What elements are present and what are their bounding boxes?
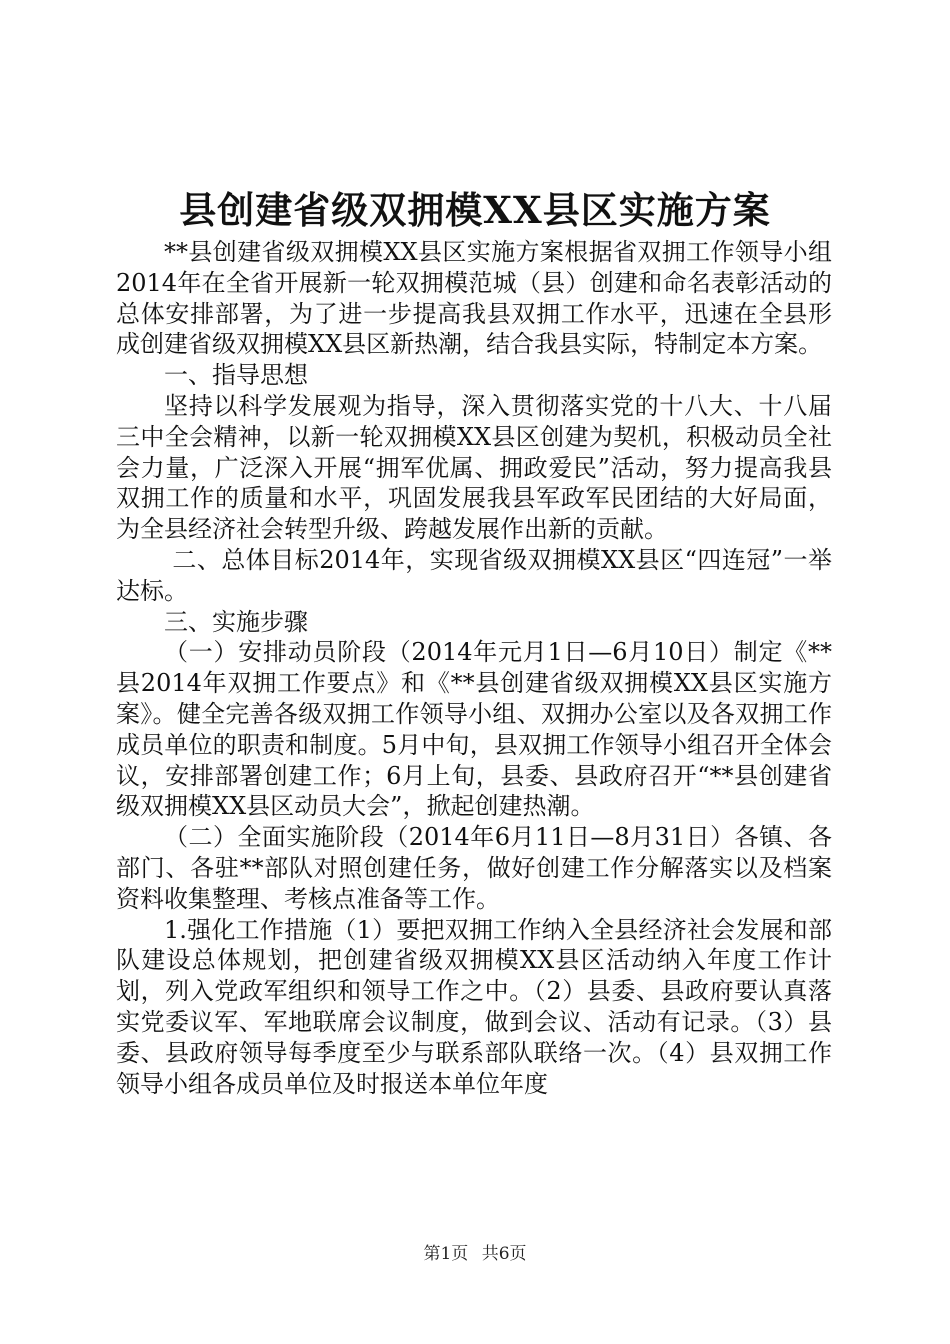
document-body — [116, 237, 832, 1099]
page-total: 共6页 — [481, 1244, 527, 1264]
guiding-thought-paragraph: 坚持以科学发展观为指导，深入贯彻落实党的十八大、十八届三中全会精神，以新一轮双拥模XX县区创建为契机，积极动员全社会力量，广泛深入开展“拥军优属、拥政爱民”活动，努力提高我县双拥工作的质量和水平，巩固发展我县军政军民团结的大好局面，为全县经济社会转型升级、跨越发展作出新的贡献。 — [116, 391, 832, 544]
implementation-stage-paragraph: （二）全面实施阶段（2014年6月11日—8月31日）各镇、各部门、各驻**部队对照创建任务，做好创建工作分解落实以及档案资料收集整理、考核点准备等工作。 — [116, 823, 832, 913]
document-title: 县创建省级双拥模XX县区实施方案 — [179, 188, 771, 232]
work-measures-paragraph: 1.强化工作措施（1）要把双拥工作纳入全县经济社会发展和部队建设总体规划，把创建省级双拥模XX县区活动纳入年度工作计划，列入党政军组织和领导工作之中。（2）县委、县政府要认真落实党委议军、军地联席会议制度，做到会议、活动有记录。（3）县委、县政府领导每季度至少与联系部队联络一次。（4）县双拥工作领导小组各成员单位及时报送本单位年度 — [116, 915, 832, 1098]
intro-paragraph: **县创建省级双拥模XX县区实施方案根据省双拥工作领导小组2014年在全省开展新一轮双拥模范城（县）创建和命名表彰活动的总体安排部署，为了进一步提高我县双拥工作水平，迅速在全县形成创建省级双拥模XX县区新热潮，结合我县实际，特制定本方案。 — [116, 238, 832, 359]
mobilization-stage-paragraph: （一）安排动员阶段（2014年元月1日—6月10日）制定《**县2014年双拥工作要点》和《**县创建省级双拥模XX县区实施方案》。健全完善各级双拥工作领导小组、双拥办公室以及各双拥工作成员单位的职责和制度。5月中旬，县双拥工作领导小组召开全体会议，安排部署创建工作；6月上旬，县委、县政府召开“**县创建省级双拥模XX县区动员大会”，掀起创建热潮。 — [116, 638, 832, 821]
section-heading-implementation-steps: 三、实施步骤 — [164, 607, 308, 636]
page-number: 第1页 — [423, 1244, 469, 1264]
overall-goal-paragraph: 二、总体目标2014年，实现省级双拥模XX县区“四连冠”一举达标。 — [116, 545, 832, 605]
page-footer — [0, 1243, 950, 1265]
section-heading-guiding-thought: 一、指导思想 — [164, 361, 308, 390]
